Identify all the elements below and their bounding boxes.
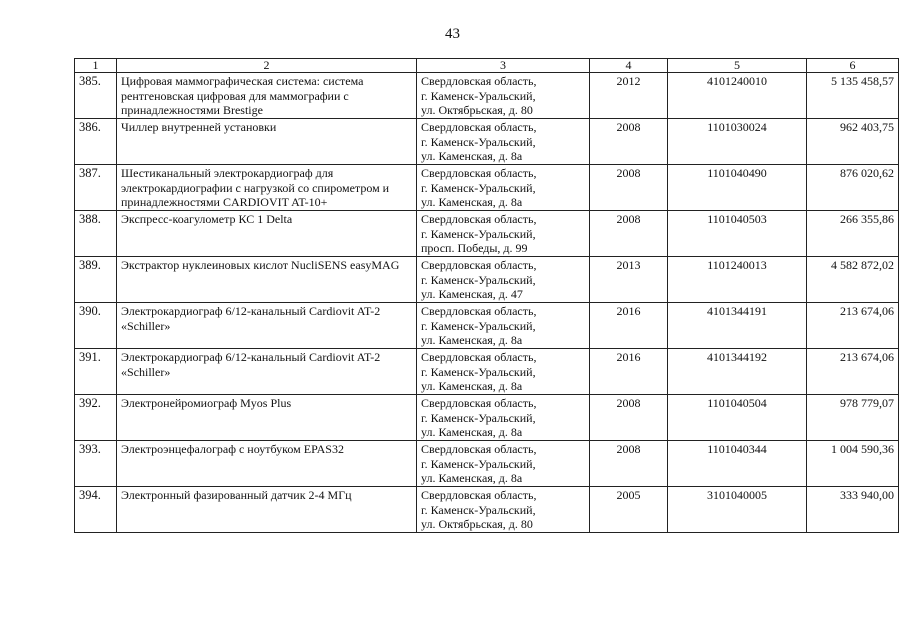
table-row (75, 441, 899, 487)
column-header: 6 (807, 59, 899, 73)
column-header: 5 (668, 59, 807, 73)
inventory-number-cell: 1101040490 (668, 165, 807, 211)
table-body (75, 73, 899, 533)
address-line: Свердловская область, (421, 396, 537, 410)
inventory-number-cell: 1101030024 (668, 119, 807, 165)
inventory-number-cell: 1101040504 (668, 395, 807, 441)
address-line: г. Каменск-Уральский, (421, 318, 536, 333)
row-number-cell: 392. (75, 395, 117, 441)
row-number-cell: 394. (75, 487, 117, 533)
table-row (75, 73, 899, 119)
table-row (75, 349, 899, 395)
year-cell: 2008 (590, 165, 668, 211)
address-line: ул. Каменская, д. 8а (421, 195, 523, 209)
page-number: 43 (445, 26, 460, 42)
address-line: ул. Каменская, д. 8а (421, 425, 523, 439)
address-line: ул. Октябрьская, д. 80 (421, 517, 533, 531)
item-name-cell: Шестиканальный электрокардиограф для электрокардиографии с нагрузкой со спирометром и принадлежностями CARDIOVIT AT-10+ (117, 165, 417, 211)
cost-cell: 876 020,62 (807, 165, 899, 211)
table-row (75, 257, 899, 303)
address-line: г. Каменск-Уральский, (421, 364, 536, 379)
address-line: г. Каменск-Уральский, (421, 502, 536, 517)
year-cell: 2008 (590, 395, 668, 441)
column-header: 4 (590, 59, 668, 73)
address-line: ул. Каменская, д. 8а (421, 471, 523, 485)
address-line: г. Каменск-Уральский, (421, 226, 536, 241)
cost-cell: 5 135 458,57 (807, 73, 899, 119)
table-row (75, 395, 899, 441)
cost-cell: 213 674,06 (807, 303, 899, 349)
inventory-number-cell: 1101040503 (668, 211, 807, 257)
row-number-cell: 389. (75, 257, 117, 303)
year-cell: 2012 (590, 73, 668, 119)
row-number-cell: 385. (75, 73, 117, 119)
item-name-cell: Цифровая маммографическая система: система рентгеновская цифровая для маммографии с принадлежностями Brestige (117, 73, 417, 119)
address-cell (417, 487, 590, 533)
address-line: ул. Каменская, д. 8а (421, 149, 523, 163)
cost-cell: 213 674,06 (807, 349, 899, 395)
cost-cell: 978 779,07 (807, 395, 899, 441)
item-name-cell: Электроэнцефалограф с ноутбуком EPAS32 (117, 441, 417, 487)
item-name-cell: Электронейромиограф Myos Plus (117, 395, 417, 441)
address-cell (417, 73, 590, 119)
address-line: Свердловская область, (421, 488, 537, 502)
year-cell: 2016 (590, 303, 668, 349)
year-cell: 2016 (590, 349, 668, 395)
cost-cell: 4 582 872,02 (807, 257, 899, 303)
row-number-cell: 387. (75, 165, 117, 211)
address-cell (417, 395, 590, 441)
address-cell (417, 303, 590, 349)
item-name-cell: Электрокардиограф 6/12-канальный Cardiovit AT-2 «Schiller» (117, 303, 417, 349)
address-line: Свердловская область, (421, 74, 537, 88)
table-header-row (75, 59, 899, 73)
table-row (75, 211, 899, 257)
item-name-cell: Чиллер внутренней установки (117, 119, 417, 165)
row-number-cell: 388. (75, 211, 117, 257)
item-name-cell: Экстрактор нуклеиновых кислот NucliSENS easyMAG (117, 257, 417, 303)
cost-cell: 962 403,75 (807, 119, 899, 165)
inventory-number-cell: 4101344192 (668, 349, 807, 395)
address-line: ул. Октябрьская, д. 80 (421, 103, 533, 117)
year-cell: 2008 (590, 211, 668, 257)
cost-cell: 1 004 590,36 (807, 441, 899, 487)
item-name-cell: Электрокардиограф 6/12-канальный Cardiovit AT-2 «Schiller» (117, 349, 417, 395)
address-line: Свердловская область, (421, 212, 537, 226)
address-line: ул. Каменская, д. 8а (421, 379, 523, 393)
table-row (75, 487, 899, 533)
inventory-number-cell: 1101040344 (668, 441, 807, 487)
address-cell (417, 349, 590, 395)
year-cell: 2008 (590, 119, 668, 165)
item-name-cell: Экспресс-коагулометр КС 1 Delta (117, 211, 417, 257)
inventory-number-cell: 1101240013 (668, 257, 807, 303)
address-line: Свердловская область, (421, 120, 537, 134)
year-cell: 2008 (590, 441, 668, 487)
address-cell (417, 441, 590, 487)
address-line: Свердловская область, (421, 304, 537, 318)
row-number-cell: 391. (75, 349, 117, 395)
address-cell (417, 257, 590, 303)
address-line: Свердловская область, (421, 258, 537, 272)
inventory-number-cell: 4101344191 (668, 303, 807, 349)
year-cell: 2013 (590, 257, 668, 303)
inventory-number-cell: 3101040005 (668, 487, 807, 533)
address-cell (417, 211, 590, 257)
row-number-cell: 386. (75, 119, 117, 165)
address-line: г. Каменск-Уральский, (421, 456, 536, 471)
column-header: 3 (417, 59, 590, 73)
item-name-cell: Электронный фазированный датчик 2-4 МГц (117, 487, 417, 533)
table-row (75, 303, 899, 349)
table-row (75, 119, 899, 165)
address-cell (417, 119, 590, 165)
address-line: г. Каменск-Уральский, (421, 88, 536, 103)
address-line: г. Каменск-Уральский, (421, 410, 536, 425)
row-number-cell: 390. (75, 303, 117, 349)
address-line: Свердловская область, (421, 350, 537, 364)
address-line: Свердловская область, (421, 442, 537, 456)
property-table (74, 58, 899, 533)
table-row (75, 165, 899, 211)
cost-cell: 266 355,86 (807, 211, 899, 257)
address-line: ул. Каменская, д. 47 (421, 287, 523, 301)
address-line: просп. Победы, д. 99 (421, 241, 528, 255)
address-cell (417, 165, 590, 211)
address-line: Свердловская область, (421, 166, 537, 180)
address-line: г. Каменск-Уральский, (421, 272, 536, 287)
row-number-cell: 393. (75, 441, 117, 487)
cost-cell: 333 940,00 (807, 487, 899, 533)
address-line: г. Каменск-Уральский, (421, 134, 536, 149)
address-line: ул. Каменская, д. 8а (421, 333, 523, 347)
year-cell: 2005 (590, 487, 668, 533)
inventory-number-cell: 4101240010 (668, 73, 807, 119)
address-line: г. Каменск-Уральский, (421, 180, 536, 195)
column-header: 1 (75, 59, 117, 73)
column-header: 2 (117, 59, 417, 73)
